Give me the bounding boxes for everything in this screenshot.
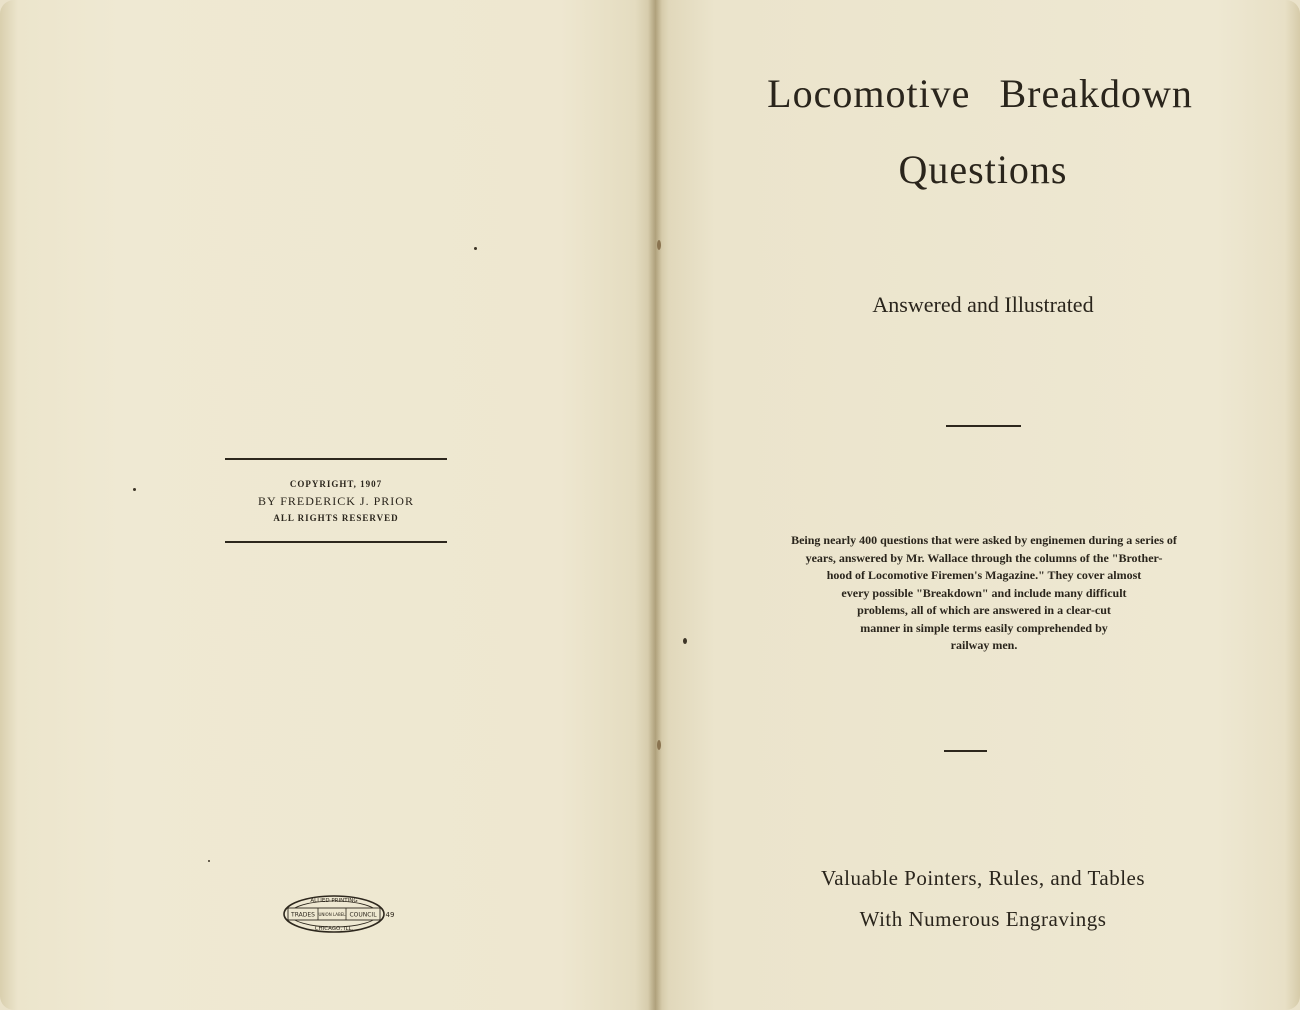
copyright-block xyxy=(225,458,447,543)
divider-rule-top xyxy=(946,425,1021,427)
union-label-logo xyxy=(280,893,400,935)
paper-speck xyxy=(683,638,687,644)
copyright-line: COPYRIGHT, 1907 xyxy=(289,479,383,489)
subtitle: Answered and Illustrated xyxy=(872,292,1094,317)
author-line: BY FREDERICK J. PRIOR xyxy=(258,494,414,508)
union-bottom-text: CHICAGO, ILL. xyxy=(314,926,354,932)
title-line-1: Locomotive Breakdown xyxy=(767,71,1193,116)
footer-line-1: Valuable Pointers, Rules, and Tables xyxy=(820,866,1146,890)
divider-rule-bottom xyxy=(944,750,987,752)
description-line: years, answered by Mr. Wallace through the columns of the "Brother- xyxy=(805,550,1163,565)
description-line: railway men. xyxy=(950,638,1018,652)
description-paragraph xyxy=(742,532,1226,655)
paper-speck xyxy=(133,488,136,491)
description-line: problems, all of which are answered in a clear-cut xyxy=(857,603,1111,617)
description-line: hood of Locomotive Firemen's Magazine." They cover almost xyxy=(826,568,1142,582)
union-right-text: COUNCIL xyxy=(349,911,377,919)
title-line-2: Questions xyxy=(898,147,1068,192)
binding-mark xyxy=(657,740,661,750)
union-left-text: TRADES xyxy=(291,911,315,919)
book-gutter xyxy=(648,0,662,1010)
binding-mark xyxy=(657,240,661,250)
union-top-text: ALLIED PRINTING xyxy=(310,898,358,904)
rights-line: ALL RIGHTS RESERVED xyxy=(273,513,399,523)
description-line: Being nearly 400 questions that were asked by enginemen during a series of xyxy=(791,533,1177,547)
paper-speck xyxy=(208,860,210,862)
paper-speck xyxy=(474,247,477,250)
copyright-bottom-rule xyxy=(225,541,447,543)
description-line: manner in simple terms easily comprehended by xyxy=(860,620,1108,635)
union-number: 49 xyxy=(385,911,395,919)
footer-line-2: With Numerous Engravings xyxy=(859,907,1107,931)
description-line: every possible "Breakdown" and include many difficult xyxy=(841,585,1127,600)
union-center-text: UNION LABEL xyxy=(318,912,346,917)
